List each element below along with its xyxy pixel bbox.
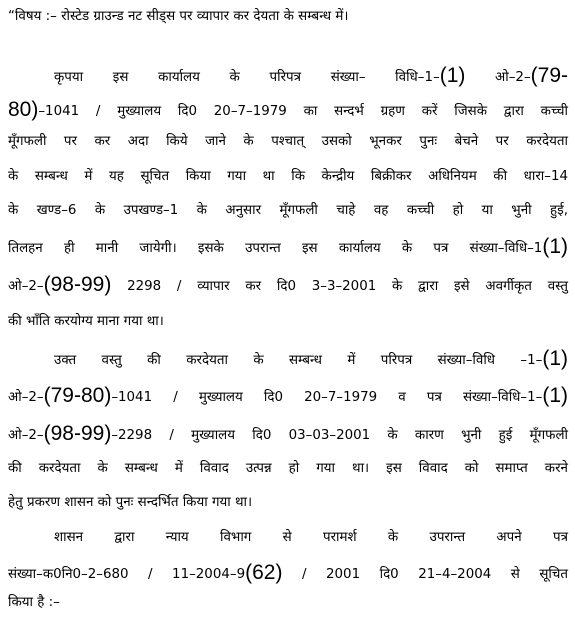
para1-line-7 [8, 270, 568, 300]
para1-line-1 [8, 61, 568, 91]
text-span: शासन द्वारा न्याय विभाग से परामर्श के उपरान्त अपने पत्र [54, 530, 568, 545]
text-span: की भाँति करयोग्य माना गया था। [8, 314, 164, 329]
reference-number: (1) [542, 235, 568, 258]
reference-number: (79- [530, 64, 568, 87]
para1-line-5 [8, 196, 568, 226]
para3-line-1 [8, 523, 568, 553]
text-span: की करदेयता के सम्बन्ध में विवाद उत्पन्न हो गया था। इस विवाद को समाप्त करने [8, 461, 568, 476]
reference-number: (1) [542, 384, 568, 407]
subject-line [8, 2, 568, 32]
text-span: –1041 / मुख्यालय दि0 20–7–1979 का सन्दर्भ ग्रहण करें जिसके द्वारा कच्ची [38, 104, 568, 119]
reference-number: (62) [245, 561, 283, 584]
para1-line-4 [8, 162, 568, 192]
text-span: कृपया इस कार्यालय के परिपत्र संख्या– विधि–1– [54, 70, 440, 85]
text-span: ओ–2– [8, 279, 44, 294]
text-span: तिलहन ही मानी जायेगी। इसके उपरान्त इस कार्यालय के पत्र संख्या–विधि–1 [8, 241, 543, 256]
para3-line-2 [8, 558, 568, 588]
para1-line-8 [8, 307, 568, 337]
text-span: संख्या–क0नि0–2–680 / 11–2004–9 [8, 567, 246, 582]
text-span: / 2001 दि0 21–4–2004 से सूचित [282, 567, 568, 582]
para2-line-4 [8, 454, 568, 484]
reference-number: (98-99) [43, 273, 112, 296]
text-span: के सम्बन्ध में यह सूचित किया गया था कि केन्द्रीय बिक्रीकर अधिनियम की धारा–14 [8, 169, 568, 184]
reference-number: 80) [8, 98, 39, 121]
text-span: 2298 / व्यापार कर दि0 3–3–2001 के द्वारा इसे अवर्गीकृत वस्तु [111, 279, 568, 294]
para1-line-2 [8, 95, 568, 125]
text-span: ओ–2– [465, 70, 531, 85]
reference-number: (1) [439, 64, 466, 87]
text-span: –2298 / मुख्यालय दि0 03–03–2001 के कारण भुनी हुई मूँगफली [111, 428, 568, 443]
reference-number: (1) [542, 347, 568, 370]
para1-line-3 [8, 127, 568, 157]
para1-line-6 [8, 232, 568, 262]
para2-line-3 [8, 419, 568, 449]
reference-number: (79-80) [43, 384, 112, 407]
text-span: के खण्ड–6 के उपखण्ड–1 के अनुसार मूँगफली चाहे वह कच्ची हो या भुनी हुई, [8, 203, 568, 218]
text-span: उक्त वस्तु की करदेयता के सम्बन्ध में परिपत्र संख्या–विधि –1– [54, 353, 543, 368]
text-span: ओ–2– [8, 390, 44, 405]
subject-text: “विषय :– रोस्टेड ग्राउन्ड नट सीड्स पर व्यापार कर देयता के सम्बन्ध में। [8, 9, 349, 24]
text-span: किया है :– [8, 595, 60, 610]
para2-line-1 [8, 344, 568, 374]
text-span: –1041 / मुख्यालय दि0 20–7–1979 व पत्र संख्या–विधि–1– [111, 390, 543, 405]
reference-number: (98-99) [43, 422, 112, 445]
text-span: ओ–2– [8, 428, 44, 443]
text-span: हेतु प्रकरण शासन को पुनः सन्दर्भित किया गया था। [8, 495, 253, 510]
text-span: मूँगफली पर कर अदा किये जाने के पश्चात् उसको भूनकर पुनः बेचने पर करदेयता [8, 134, 568, 149]
para2-line-5 [8, 488, 568, 518]
para2-line-2 [8, 381, 568, 411]
para3-line-3 [8, 588, 568, 618]
